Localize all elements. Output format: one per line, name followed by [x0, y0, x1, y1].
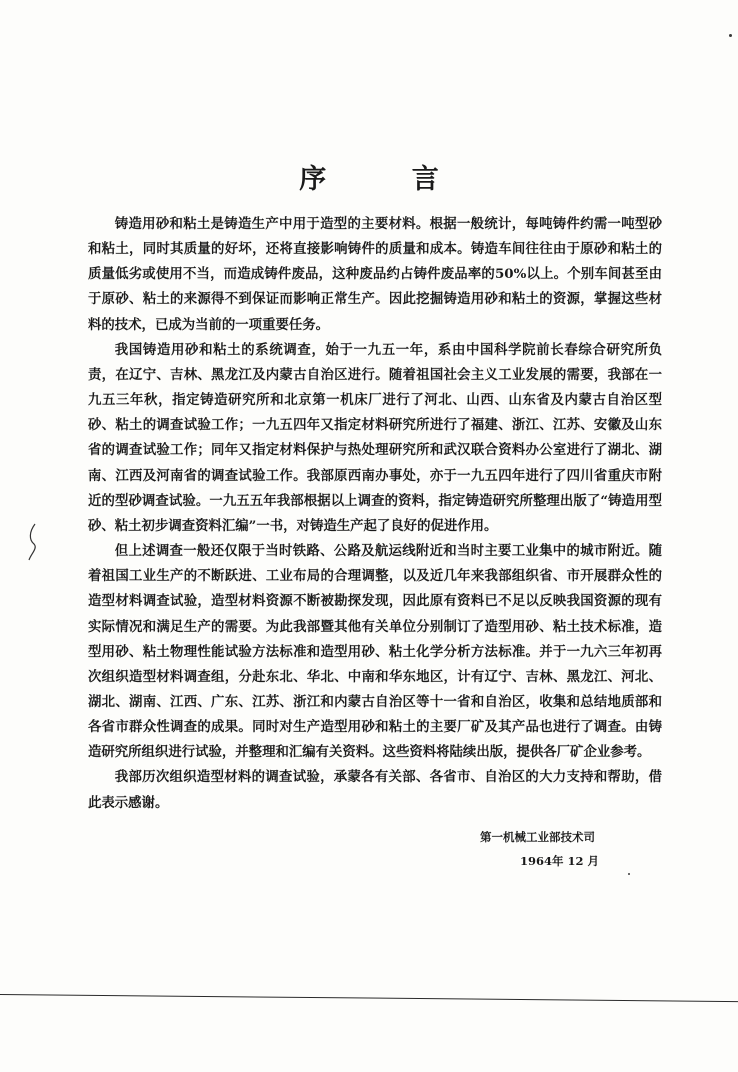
preface-body: [88, 212, 662, 816]
page-title: 序 言: [299, 164, 477, 195]
paragraph-4: 我部历次组织造型材料的调查试验，承蒙各有关部、各省市、自治区的大力支持和帮助，借此表示感谢。: [88, 769, 662, 811]
signature-department: 第一机械工业部技术司: [480, 830, 595, 844]
paper-speck: [729, 34, 732, 37]
paper-speck: [628, 873, 630, 875]
signature-block: [480, 825, 650, 873]
signature-date: 1964年 12 月: [520, 854, 600, 868]
paragraph-2: 我国铸造用砂和粘土的系统调查，始于一九五一年，系由中国科学院前长春综合研究所负责，在辽宁、吉林、黑龙江及内蒙古自治区进行。随着祖国社会主义工业发展的需要，我部在一九五三年秋，指定铸造研究所和北京第一机床厂进行了河北、山西、山东省及内蒙古自治区型砂、粘土的调查试验工作；一九五四年又指定材料研究所进行了福建、浙江、江苏、安徽及山东省的调查试验工作；同年又指定材料保护与热处理研究所和武汉联合资料办公室进行了湖北、湖南、江西及河南省的调查试验工作。我部原西南办事处，亦于一九五四年进行了四川省重庆市附近的型砂调查试验。一九五五年我部根据以上调查的资料，指定铸造研究所整理出版了“铸造用型砂、粘土初步调查资料汇编”一书，对铸造生产起了良好的促进作用。: [88, 341, 662, 534]
paragraph-3: 但上述调查一般还仅限于当时铁路、公路及航运线附近和当时主要工业集中的城市附近。随着祖国工业生产的不断跃进、工业布局的合理调整，以及近几年来我部组织省、市开展群众性的造型材料调查试验，造型材料资源不断被勘探发现，因此原有资料已不足以反映我国资源的现有实际情况和满足生产的需要。为此我部暨其他有关单位分别制订了造型用砂、粘土技术标准，造型用砂、粘土物理性能试验方法标准和造型用砂、粘土化学分析方法标准。并于一九六三年初再次组织造型材料调查组，分赴东北、华北、中南和华东地区，计有辽宁、吉林、黑龙江、河北、湖北、湖南、江西、广东、江苏、浙江和内蒙古自治区等十一省和自治区，收集和总结地质部和各省市群众性调查的成果。同时对生产造型用砂和粘土的主要厂矿及其产品也进行了调查。由铸造研究所组织进行试验，并整理和汇编有关资料。这些资料将陆续出版，提供各厂矿企业参考。: [88, 543, 662, 761]
page-edge-rule: [0, 994, 738, 1002]
paragraph-1: 铸造用砂和粘土是铸造生产中用于造型的主要材料。根据一般统计，每吨铸件约需一吨型砂和粘土，同时其质量的好坏，还将直接影响铸件的质量和成本。铸造车间往往由于原砂和粘土的质量低劣或使用不当，而造成铸件废品，这种废品约占铸件废品率的50%以上。个别车间甚至由于原砂、粘土的来源得不到保证而影响正常生产。因此挖掘铸造用砂和粘土的资源，掌握这些材料的技术，已成为当前的一项重要任务。: [88, 216, 662, 333]
binding-mark: [26, 522, 40, 562]
